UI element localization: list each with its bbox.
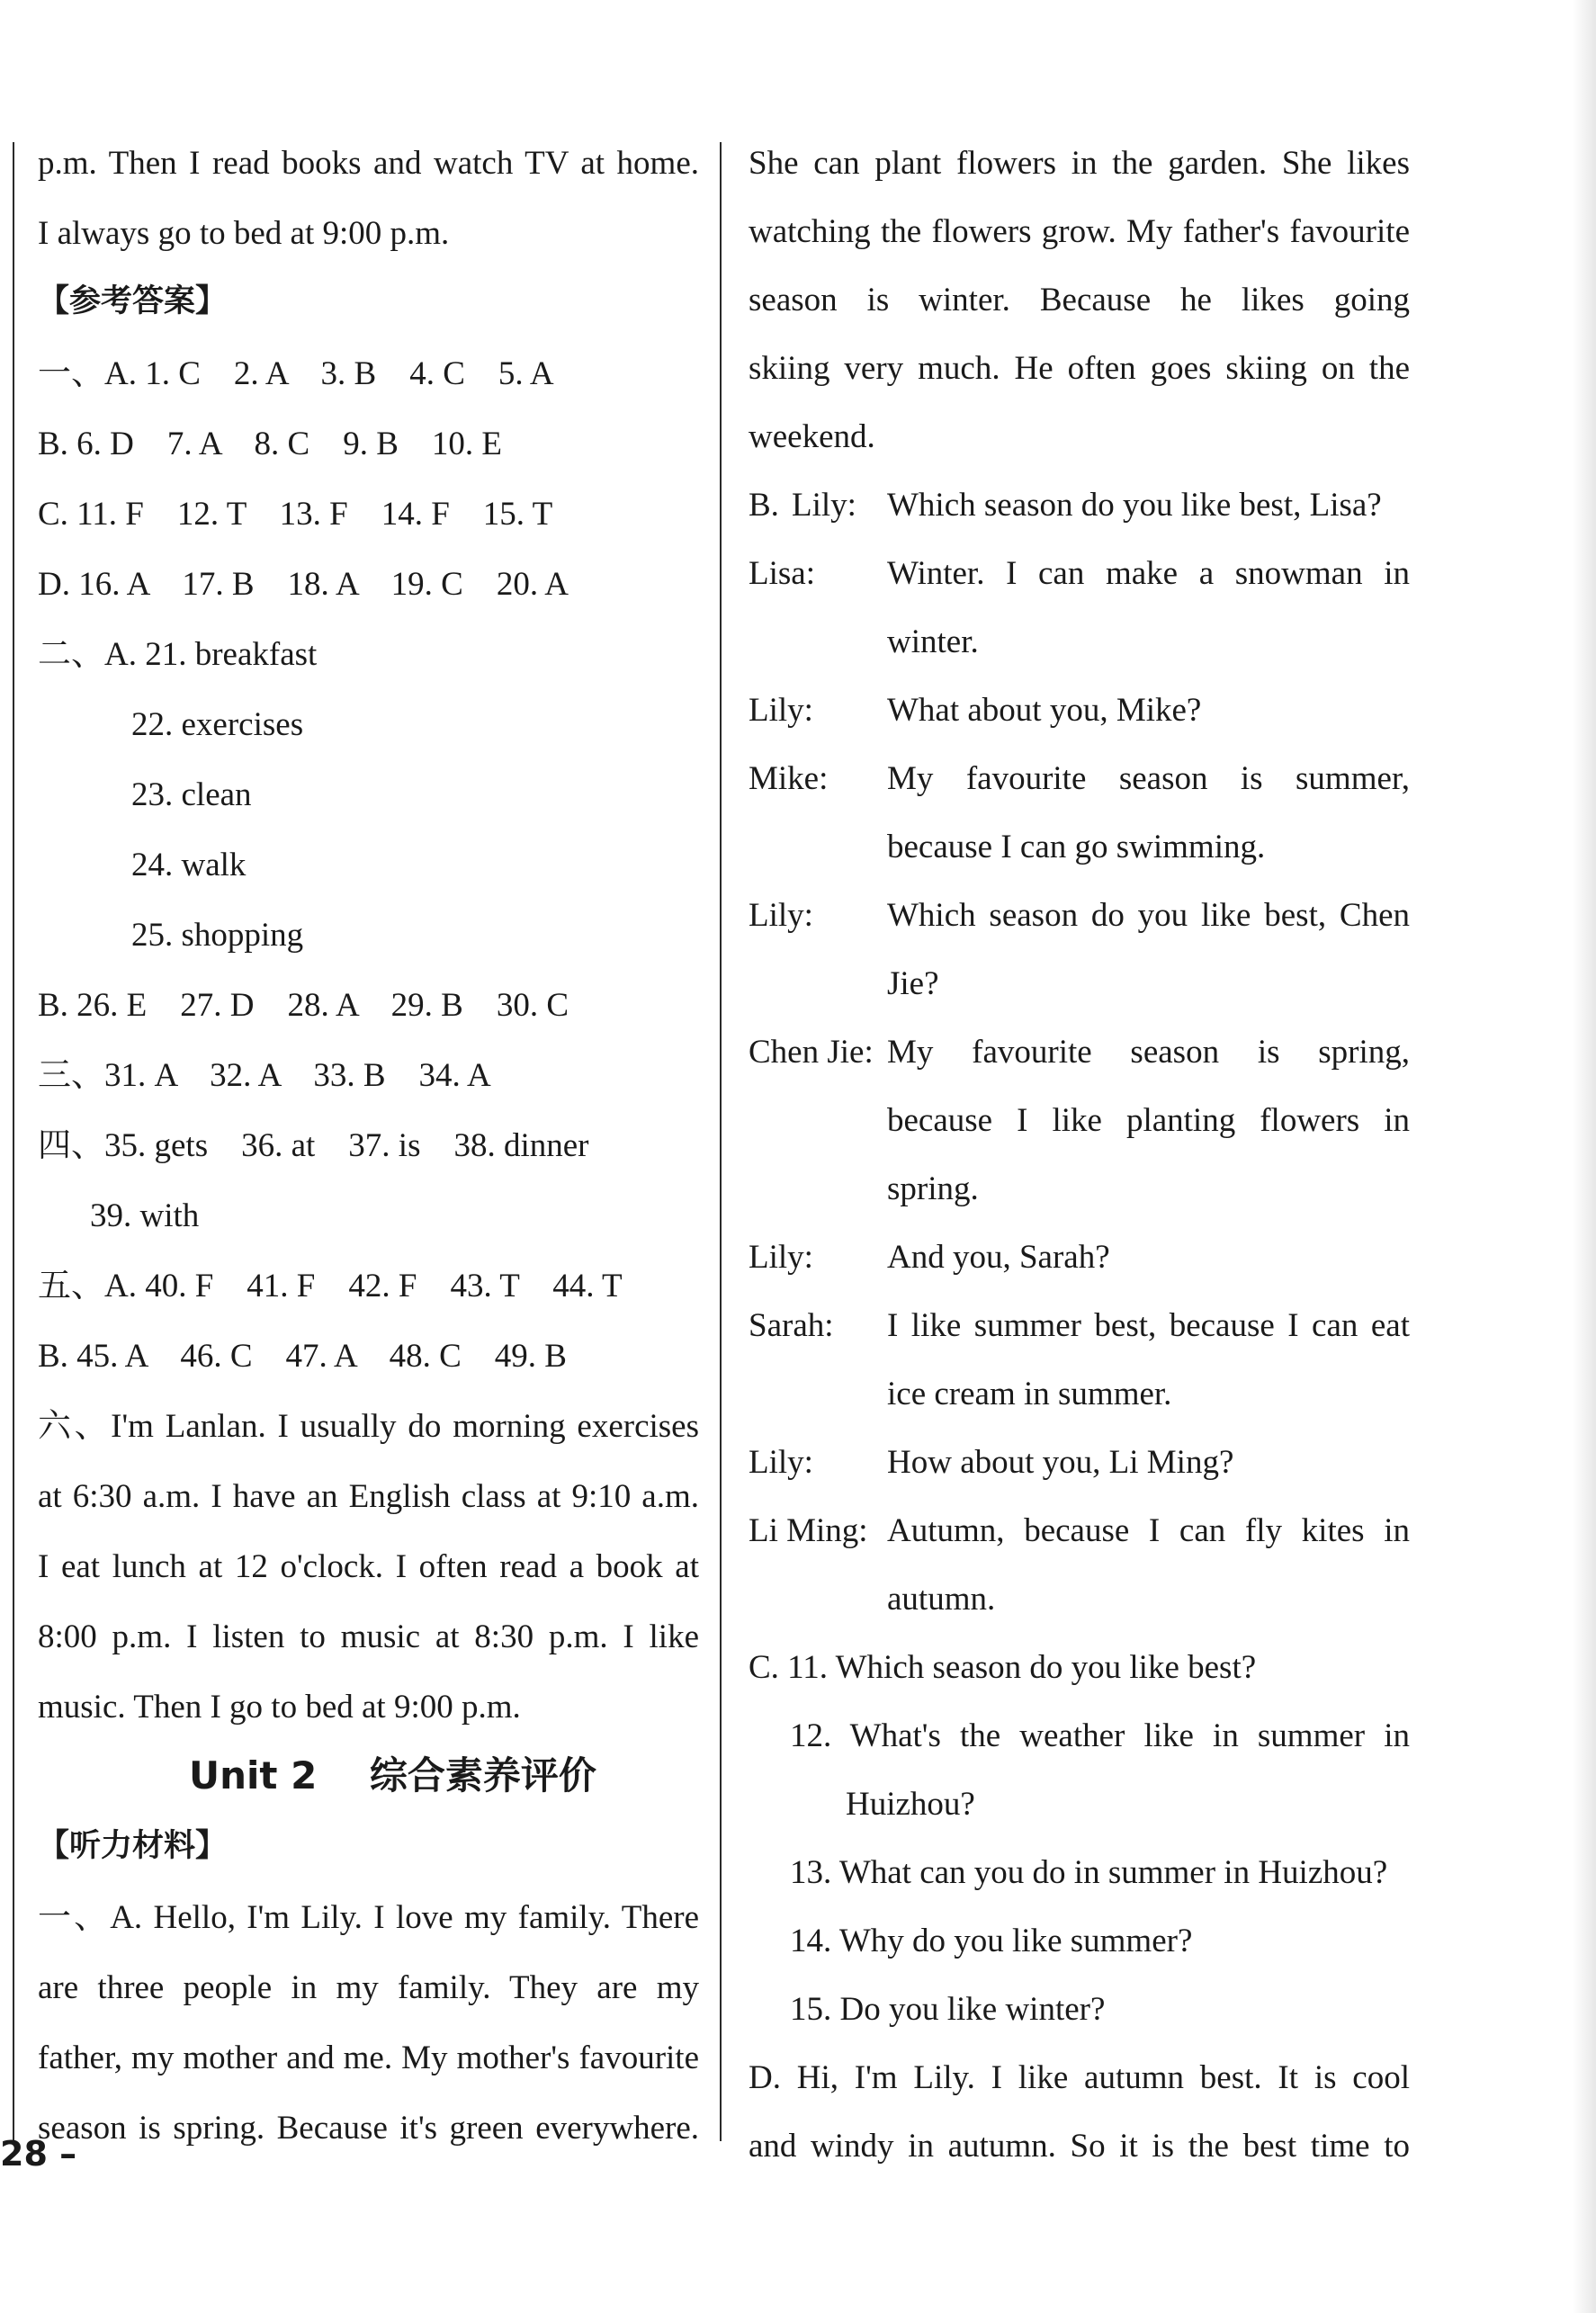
section-d-line: and windy in autumn. So it is the best time to <box>749 2128 1410 2165</box>
dialogue-line: because I can go swimming. <box>887 829 1266 865</box>
page-edge-shadow <box>1573 0 1596 2313</box>
speaker: Lily: <box>749 897 813 934</box>
speaker: Lily: <box>792 487 856 524</box>
question-line: C. 11. Which season do you like best? <box>749 1649 1257 1686</box>
dialogue-line: winter. <box>887 623 979 660</box>
unit-title: Unit 2 综合素养评价 <box>189 1753 596 1798</box>
listening-tail-line: I always go to bed at 9:00 p.m. <box>38 215 450 252</box>
answer-line: 23. clean <box>131 776 252 813</box>
question-line: 14. Why do you like summer? <box>790 1923 1193 1959</box>
dialogue-line: Jie? <box>887 965 939 1002</box>
dialogue-line: because I like planting flowers in <box>887 1102 1410 1139</box>
answer-line: 22. exercises <box>131 706 304 743</box>
answer-line: 二、A. 21. breakfast <box>38 636 318 673</box>
answer-line: 三、31. A 32. A 33. B 34. A <box>38 1057 491 1094</box>
dialogue-line: Autumn, because I can fly kites in <box>887 1512 1410 1549</box>
dialogue-line: I like summer best, because I can eat <box>887 1307 1410 1344</box>
dialogue-line: Winter. I can make a snowman in <box>887 555 1410 592</box>
dialogue-line: Which season do you like best, Chen <box>887 897 1410 934</box>
question-line: Huizhou? <box>846 1786 975 1823</box>
dialogue-line: spring. <box>887 1170 979 1207</box>
page-number: 28 – <box>0 2134 77 2174</box>
section-d-line: D. Hi, I'm Lily. I like autumn best. It is cool <box>749 2059 1410 2096</box>
answer-line: B. 26. E 27. D 28. A 29. B 30. C <box>38 987 569 1024</box>
speaker: Lily: <box>749 1239 813 1276</box>
dialogue-line: How about you, Li Ming? <box>887 1444 1234 1481</box>
answer-line: 五、A. 40. F 41. F 42. F 43. T 44. T <box>38 1268 623 1304</box>
speaker: Lily: <box>749 1444 813 1481</box>
passage-line: skiing very much. He often goes skiing on the <box>749 350 1410 387</box>
writing-line: I eat lunch at 12 o'clock. I often read a book at <box>38 1548 699 1585</box>
left-margin-rule <box>13 142 14 2141</box>
dialogue-line: What about you, Mike? <box>887 692 1202 729</box>
passage-line: She can plant flowers in the garden. She likes <box>749 145 1410 182</box>
answer-line: 一、A. 1. C 2. A 3. B 4. C 5. A <box>38 355 554 392</box>
question-line: 13. What can you do in summer in Huizhou? <box>790 1854 1388 1891</box>
dialogue-line: My favourite season is summer, <box>887 760 1410 797</box>
answer-line: 25. shopping <box>131 917 304 954</box>
writing-line: at 6:30 a.m. I have an English class at 9:10 a.m. <box>38 1478 699 1515</box>
passage-line: season is winter. Because he likes going <box>749 282 1410 318</box>
dialogue-line: My favourite season is spring, <box>887 1034 1410 1071</box>
answer-line: 24. walk <box>131 847 247 883</box>
speaker: Mike: <box>749 760 829 797</box>
answer-line: 39. with <box>90 1197 200 1234</box>
question-line: 12. What's the weather like in summer in <box>790 1717 1410 1754</box>
answers-heading: 【参考答案】 <box>38 283 228 319</box>
column-divider <box>720 142 722 2141</box>
dialogue-line: ice cream in summer. <box>887 1376 1172 1412</box>
dialogue-line: And you, Sarah? <box>887 1239 1110 1276</box>
speaker: Li Ming: <box>749 1512 868 1549</box>
listening-heading: 【听力材料】 <box>38 1828 228 1864</box>
listening-tail-line: p.m. Then I read books and watch TV at home. <box>38 145 699 182</box>
passage-line: watching the flowers grow. My father's favourite <box>749 213 1410 250</box>
listening-line: father, my mother and me. My mother's favourite <box>38 2040 699 2076</box>
answer-line: D. 16. A 17. B 18. A 19. C 20. A <box>38 566 569 603</box>
writing-line: 8:00 p.m. I listen to music at 8:30 p.m. I like <box>38 1618 699 1655</box>
dialogue-line: autumn. <box>887 1581 996 1618</box>
listening-line: season is spring. Because it's green everywhere. <box>38 2110 699 2147</box>
question-line: 15. Do you like winter? <box>790 1991 1106 2028</box>
answer-line: B. 45. A 46. C 47. A 48. C 49. B <box>38 1338 567 1375</box>
dialogue-label: B. <box>749 487 779 524</box>
listening-line: are three people in my family. They are my <box>38 1969 699 2006</box>
answer-line: 四、35. gets 36. at 37. is 38. dinner <box>38 1127 589 1164</box>
answer-line: B. 6. D 7. A 8. C 9. B 10. E <box>38 426 502 462</box>
listening-line: 一、A. Hello, I'm Lily. I love my family. There <box>38 1899 699 1936</box>
speaker: Lily: <box>749 692 813 729</box>
passage-line: weekend. <box>749 418 875 455</box>
dialogue-line: Which season do you like best, Lisa? <box>887 487 1382 524</box>
writing-line: 六、I'm Lanlan. I usually do morning exercises <box>38 1408 699 1445</box>
answer-line: C. 11. F 12. T 13. F 14. F 15. T <box>38 496 553 533</box>
speaker: Lisa: <box>749 555 815 592</box>
speaker: Chen Jie: <box>749 1034 874 1071</box>
speaker: Sarah: <box>749 1307 834 1344</box>
writing-line: music. Then I go to bed at 9:00 p.m. <box>38 1689 521 1726</box>
